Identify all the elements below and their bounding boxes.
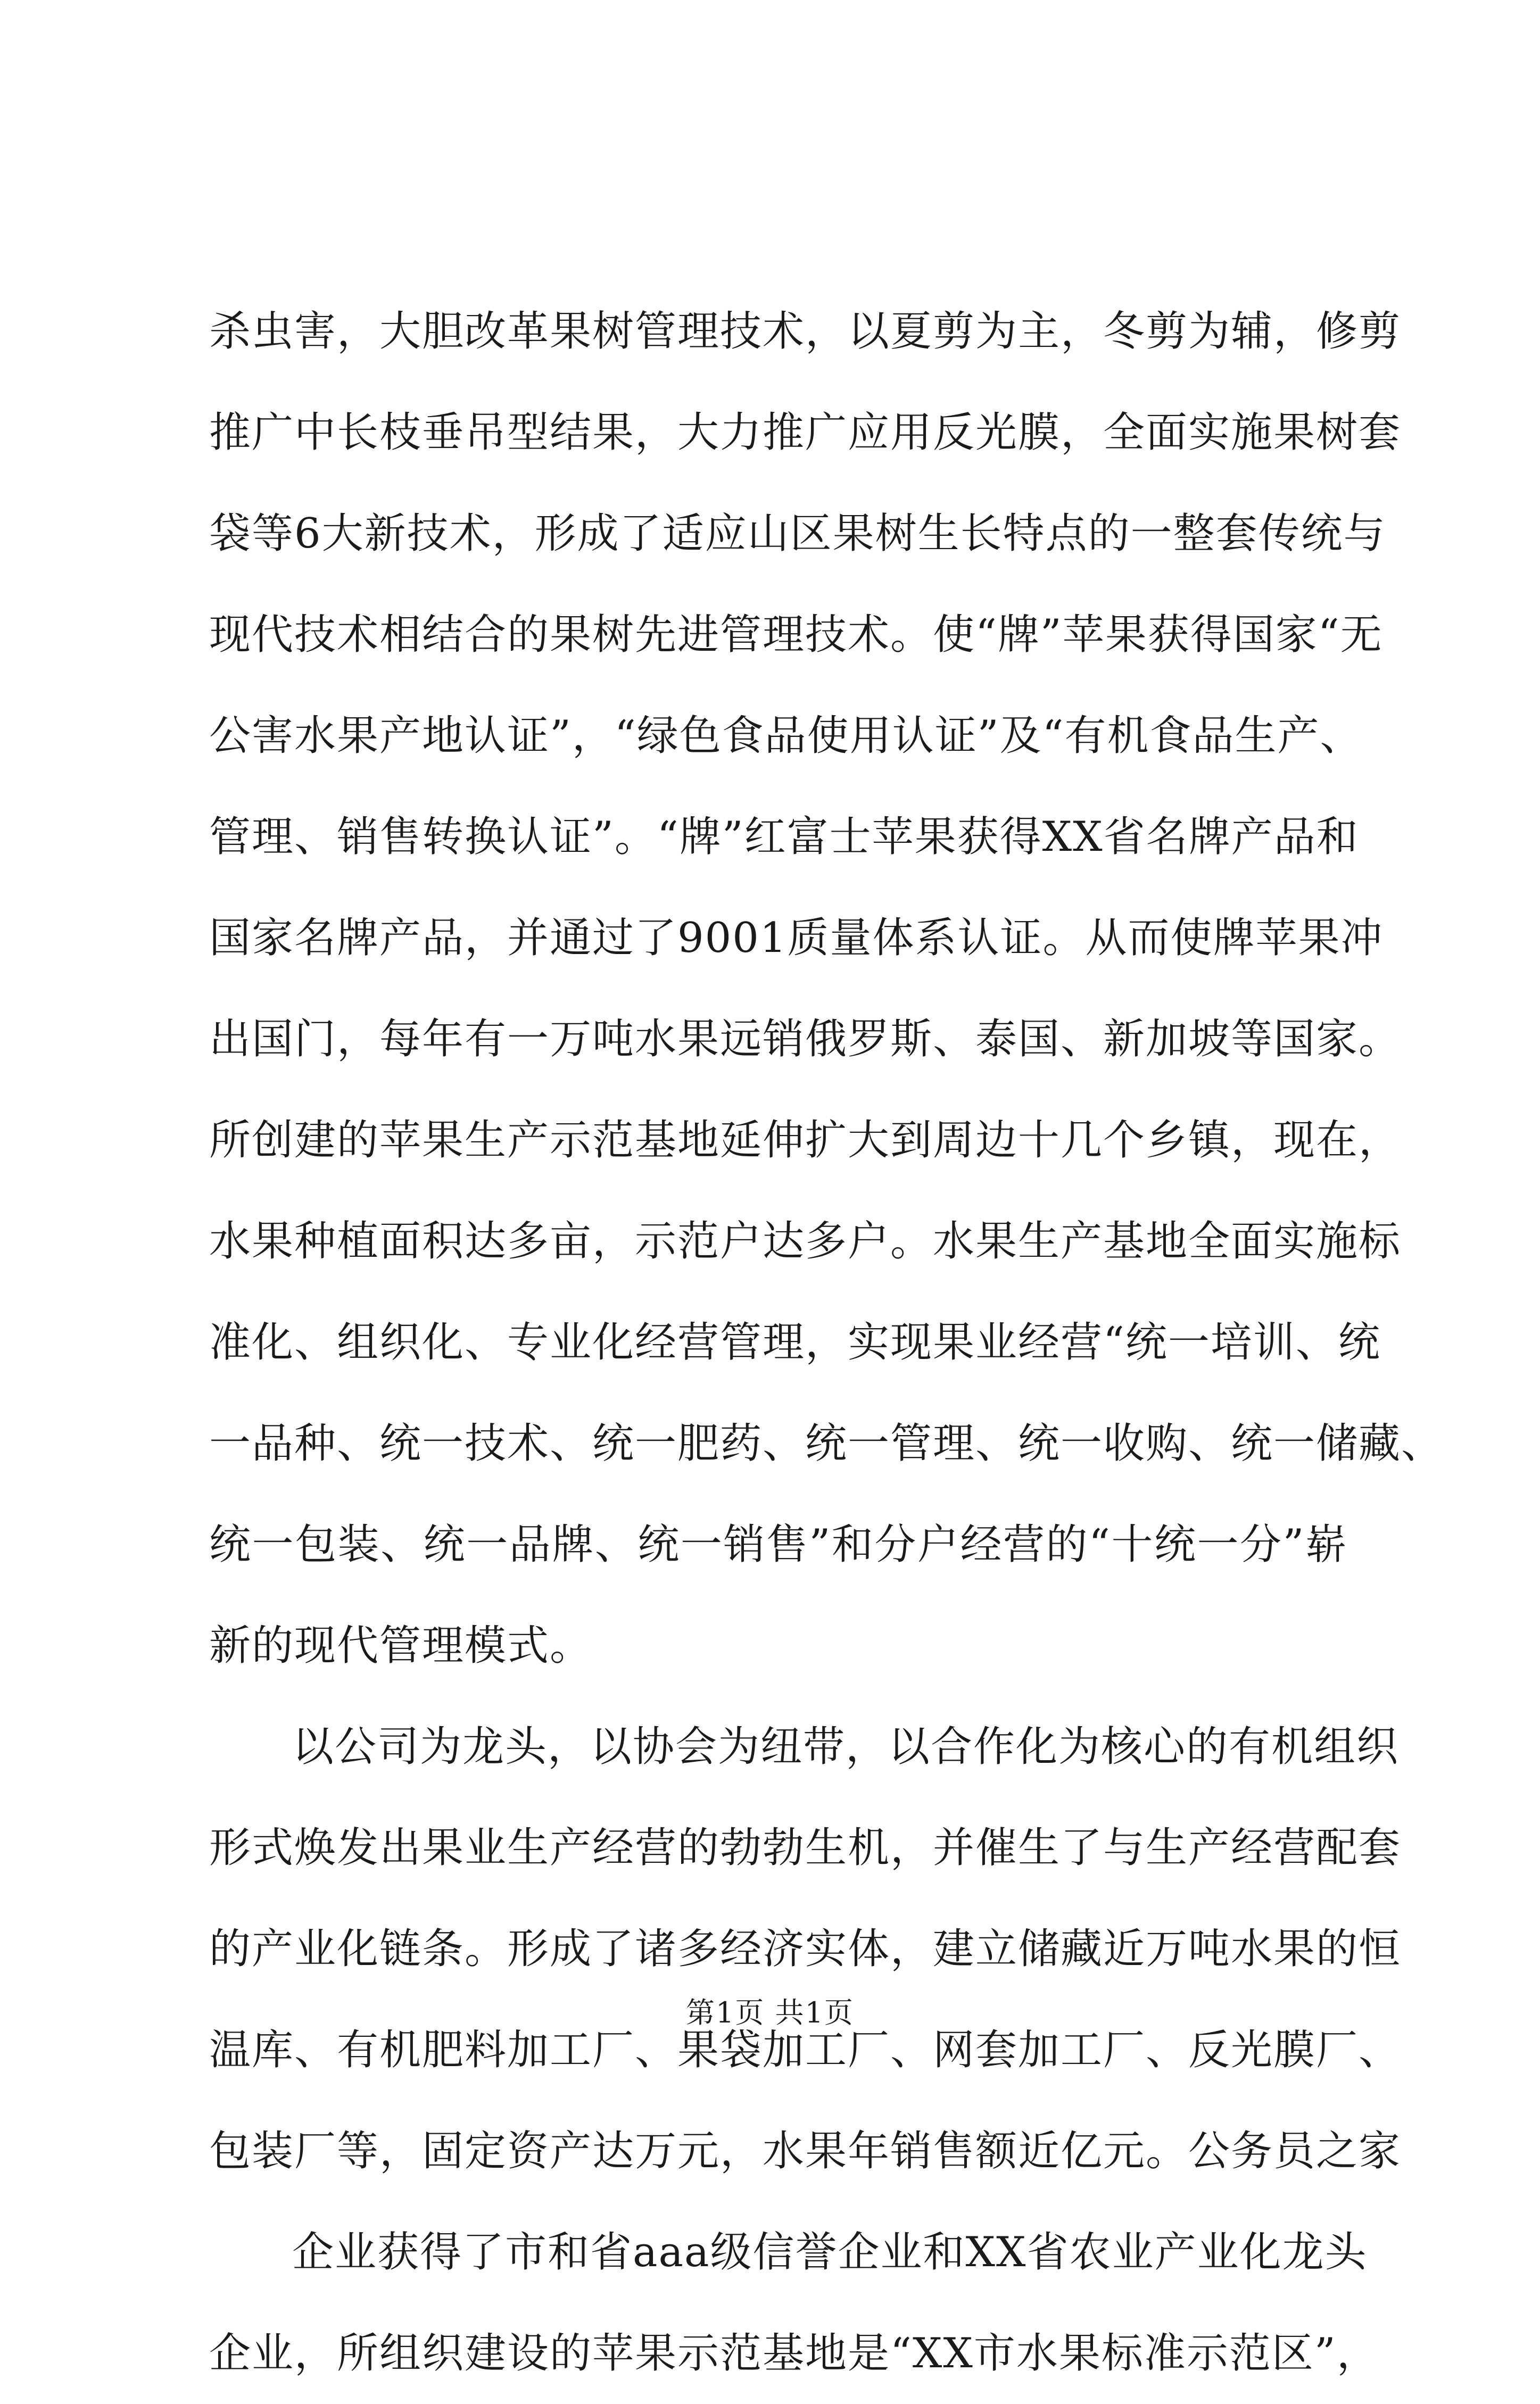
text-line: 一品种、统一技术、统一肥药、统一管理、统一收购、统一储藏、 — [209, 1420, 1444, 1468]
text-line: 杀虫害，大胆改革果树管理技术，以夏剪为主，冬剪为辅，修剪 — [209, 308, 1402, 355]
text-line: 推广中长枝垂吊型结果，大力推广应用反光膜，全面实施果树套 — [209, 409, 1402, 457]
text-line: 准化、组织化、专业化经营管理，实现果业经营“统一培训、统 — [209, 1319, 1381, 1366]
paragraph-start-line: 企业获得了市和省aaa级信誉企业和XX省农业产业化龙头 — [292, 2228, 1368, 2276]
text-line: 所创建的苹果生产示范基地延伸扩大到周边十几个乡镇，现在， — [209, 1116, 1402, 1164]
text-line: 管理、销售转换认证”。“牌”红富士苹果获得XX省名牌产品和 — [209, 813, 1359, 861]
text-line: 包装厂等，固定资产达万元，水果年销售额近亿元。公务员之家 — [209, 2127, 1402, 2175]
page-footer: 第1页 共1页 — [686, 1996, 854, 2029]
text-line: 温库、有机肥料加工厂、果袋加工厂、网套加工厂、反光膜厂、 — [209, 2026, 1402, 2074]
document-body — [209, 281, 1444, 2404]
text-line: 企业，所组织建设的苹果示范基地是“XX市水果标准示范区”， — [209, 2330, 1379, 2377]
text-line: 统一包装、统一品牌、统一销售”和分户经营的“十统一分”崭 — [209, 1521, 1348, 1569]
text-line: 出国门，每年有一万吨水果远销俄罗斯、泰国、新加坡等国家。 — [209, 1015, 1402, 1063]
text-line: 的产业化链条。形成了诸多经济实体，建立储藏近万吨水果的恒 — [209, 1925, 1402, 1973]
text-line: 形式焕发出果业生产经营的勃勃生机，并催生了与生产经营配套 — [209, 1824, 1402, 1872]
paragraph-start-line: 以公司为龙头，以协会为纽带，以合作化为核心的有机组织 — [292, 1723, 1400, 1771]
text-line: 公害水果产地认证”，“绿色食品使用认证”及“有机食品生产、 — [209, 712, 1363, 760]
text-line: 新的现代管理模式。 — [209, 1622, 593, 1670]
text-line: 水果种植面积达多亩，示范户达多户。水果生产基地全面实施标 — [209, 1217, 1402, 1265]
text-line: 现代技术相结合的果树先进管理技术。使“牌”苹果获得国家“无 — [209, 611, 1383, 659]
text-line: 国家名牌产品，并通过了9001质量体系认证。从而使牌苹果冲 — [209, 914, 1384, 962]
text-line: 袋等6大新技术，形成了适应山区果树生长特点的一整套传统与 — [209, 510, 1386, 558]
